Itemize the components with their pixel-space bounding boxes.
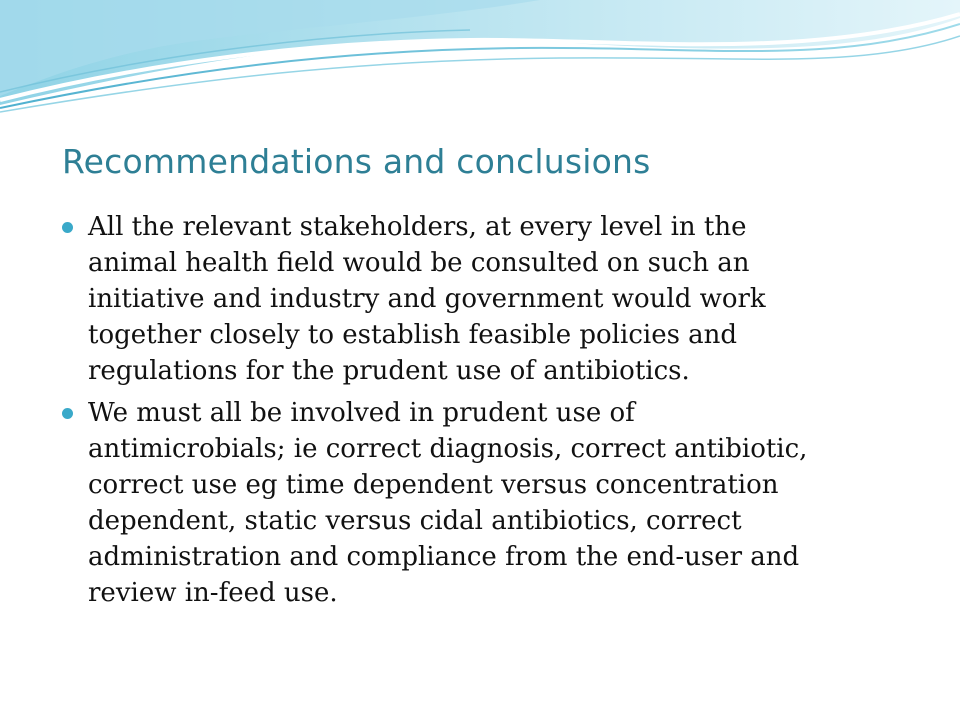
bullet-line: review in-feed use. [88,578,338,608]
bullet-item [62,395,912,611]
bullet-item [62,209,912,389]
bullet-line: initiative and industry and government would work [88,284,766,314]
bullet-list [62,209,912,617]
bullet-line: All the relevant stakeholders, at every level in the [88,212,747,242]
bullet-line: regulations for the prudent use of antibiotics. [88,356,690,386]
bullet-line: animal health field would be consulted on such an [88,248,750,278]
bullet-line: administration and compliance from the end-user and [88,542,800,572]
bullet-line: together closely to establish feasible policies and [88,320,738,350]
bullet-dot-icon [62,222,73,233]
bullet-line: correct use eg time dependent versus concentration [88,470,779,500]
slide-title: Recommendations and conclusions [62,142,651,181]
header-wave-decoration [0,0,960,130]
bullet-line: We must all be involved in prudent use of [88,398,635,428]
bullet-dot-icon [62,408,73,419]
bullet-line: dependent, static versus cidal antibiotics, correct [88,506,742,536]
bullet-line: antimicrobials; ie correct diagnosis, correct antibiotic, [88,434,808,464]
